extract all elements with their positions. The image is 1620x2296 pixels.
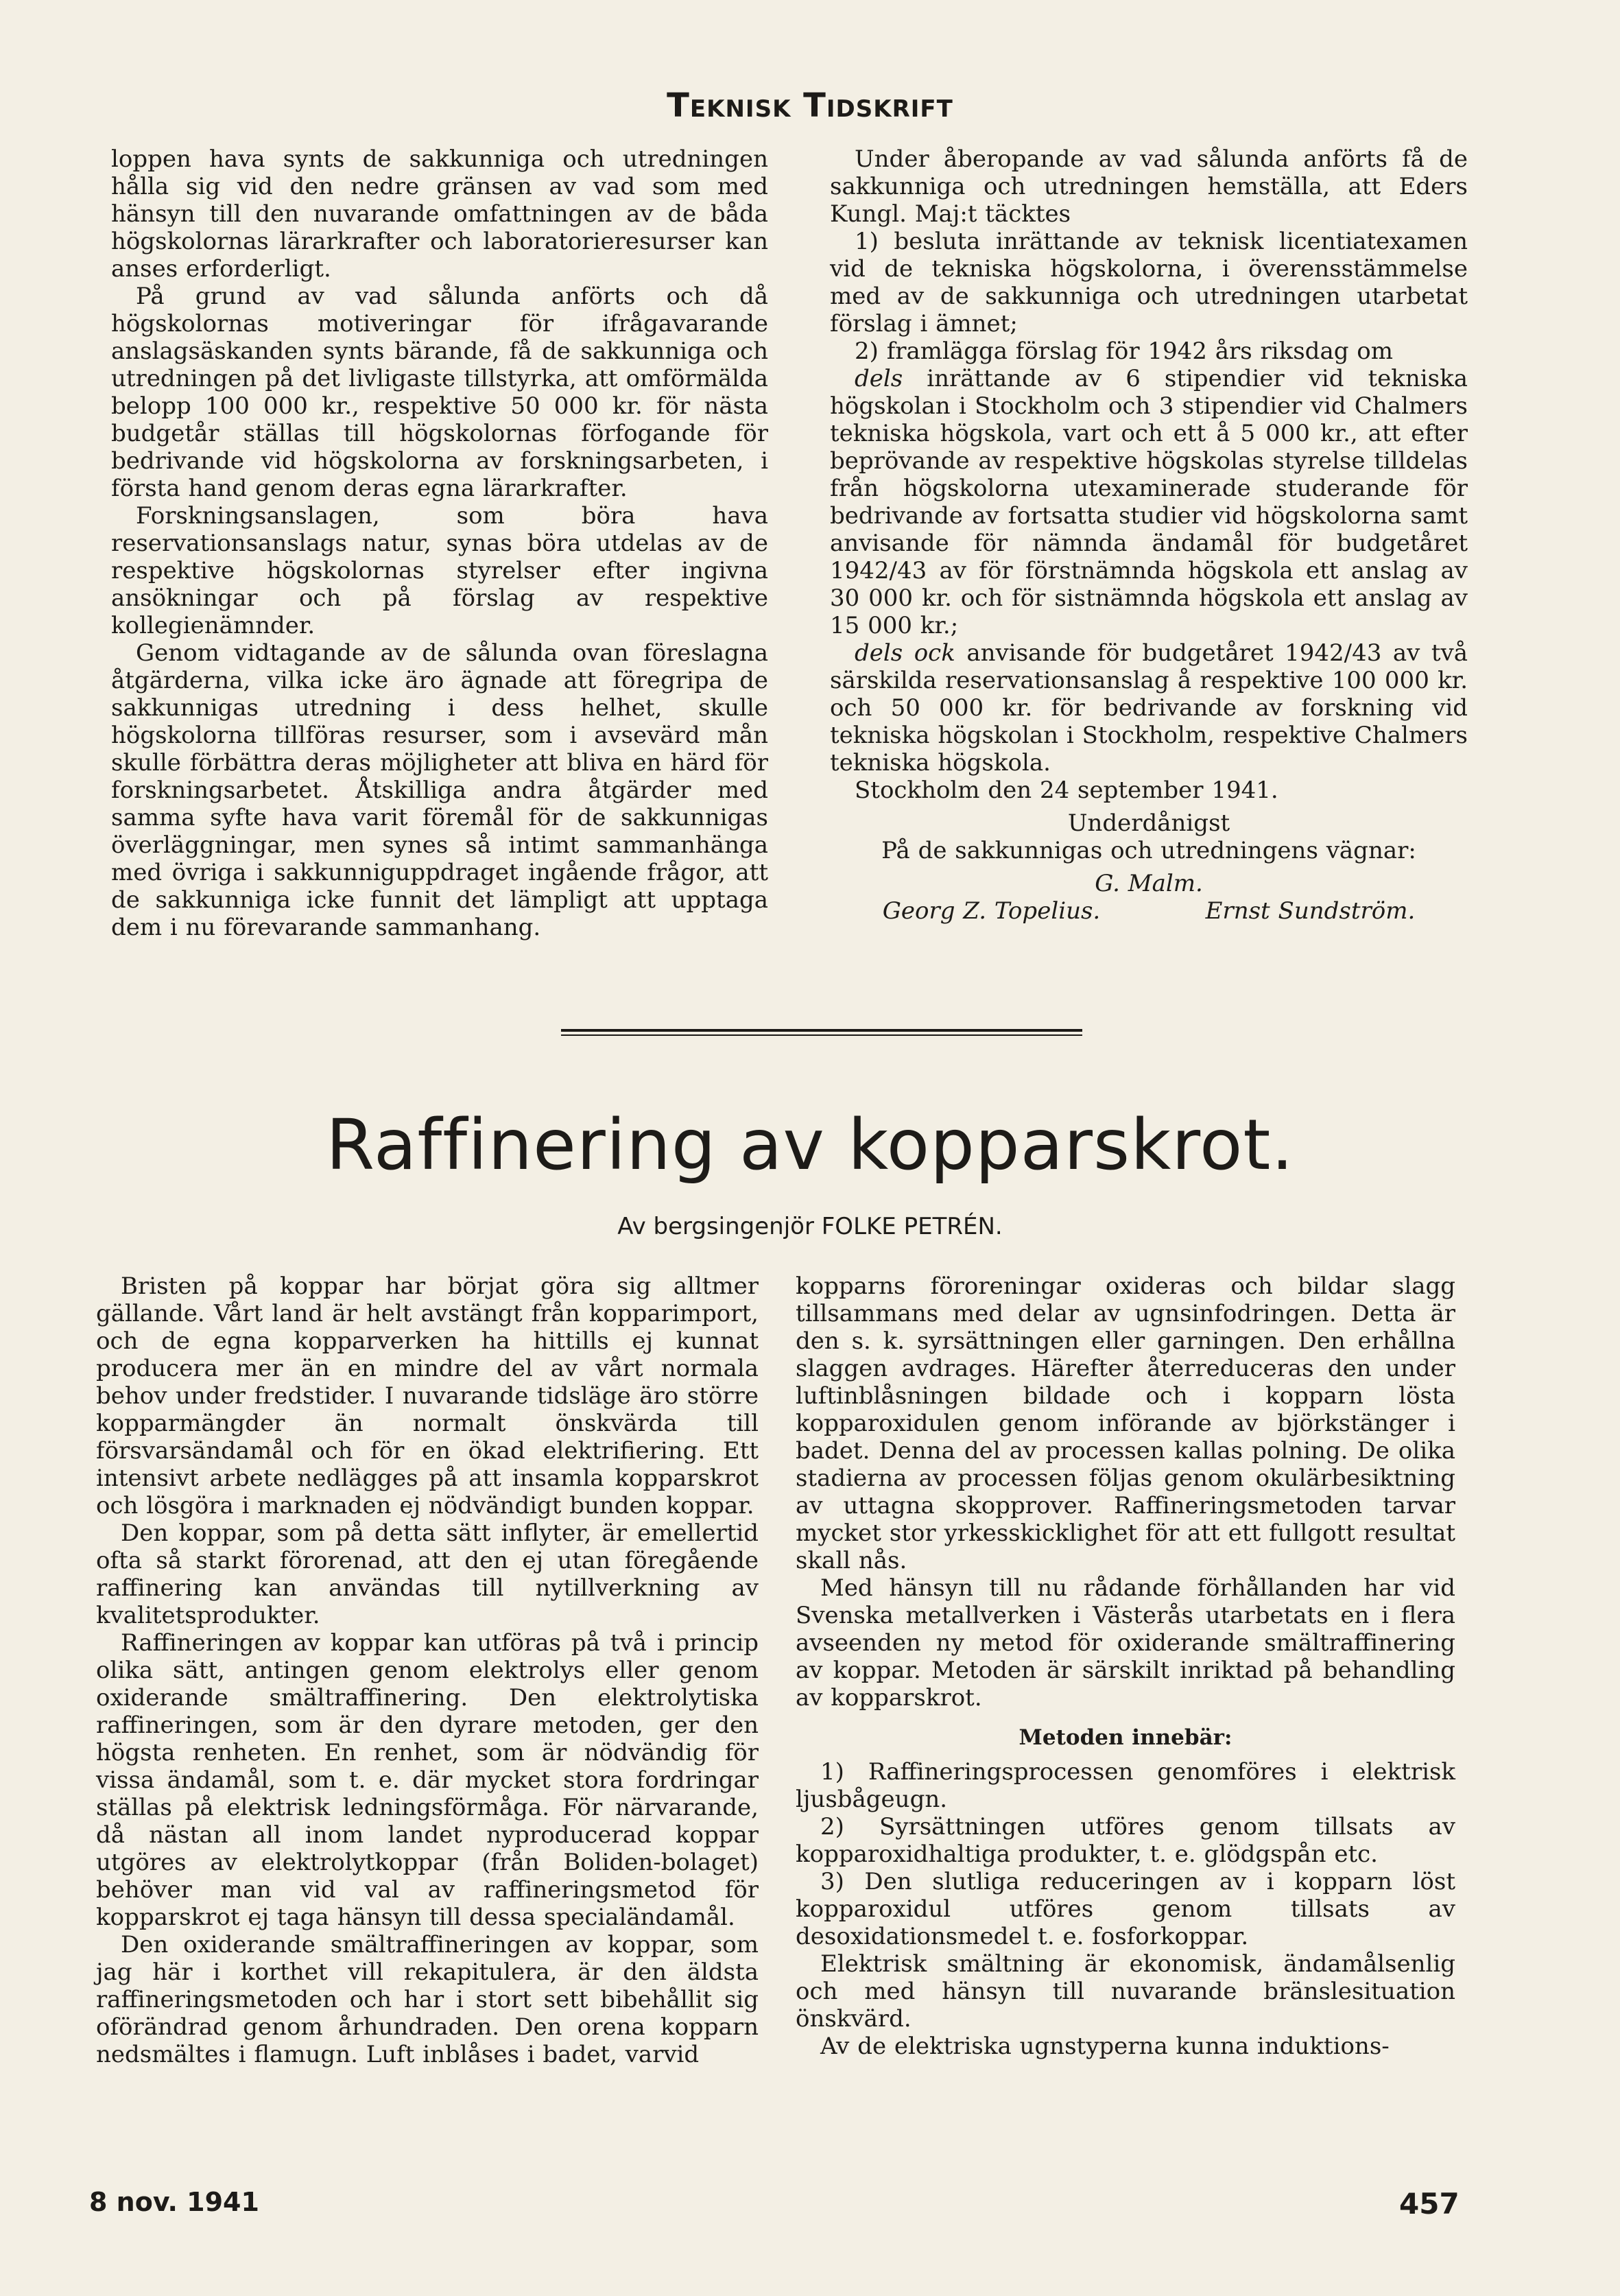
paragraph: Den koppar, som på detta sätt inflyter, är emellertid ofta så starkt förorenad, att den ej utan föregående raffinering kan användas till nytillverkning av kvalitetsprodukter.: [96, 1519, 759, 1629]
list-item: 3) Den slutliga reduceringen av i kopparn löst kopparoxidul utföres genom tillsats av desoxidationsmedel t. e. fosforkoppar.: [796, 1868, 1455, 1950]
paragraph: På grund av vad sålunda anförts och då högskolornas motiveringar för ifrågavarande anslagsäskanden synts bärande, få de sakkunniga och utredningen på det livligaste tillstyrka, att omförmälda belopp 100 000 kr., respektive 50 000 kr. för nästa budgetår ställas till högskolornas förfogande för bedrivande vid högskolorna av forskningsarbeten, i första hand genom deras egna lärarkrafter.: [111, 283, 768, 502]
signature-row: [830, 897, 1468, 925]
paragraph: Elektrisk smältning är ekonomisk, ändamålsenlig och med hänsyn till nuvarande bränslesituation önskvärd.: [796, 1950, 1455, 2033]
section-divider: [561, 1029, 1082, 1036]
paragraph: Bristen på koppar har börjat göra sig alltmer gällande. Vårt land är helt avstängt från kopparimport, och de egna kopparverken ha hittills ej kunnat producera mer än en mindre del av vårt normala behov under fredstider. I nuvarande tidsläge äro större kopparmängder än normalt önskvärda till försvarsändamål och för en ökad elektrifiering. Ett intensivt arbete nedlägges på att insamla kopparskrot och lösgöra i marknaden ej nödvändigt bunden koppar.: [96, 1273, 759, 1519]
paragraph: Under åberopande av vad sålunda anförts få de sakkunniga och utredningen hemställa, att Eders Kungl. Maj:t täcktes: [830, 145, 1468, 228]
closing: Underdånigst: [1067, 809, 1230, 837]
list-item: 1) Raffineringsprocessen genomföres i elektrisk ljusbågeugn.: [796, 1758, 1455, 1813]
signature-malm: G. Malm.: [1095, 870, 1203, 897]
paragraph: Forskningsanslagen, som böra hava reservationsanslags natur, synas böra utdelas av de respektive högskolornas styrelser efter ingivna ansökningar och på förslag av respektive kollegienämnder.: [111, 502, 768, 639]
paragraph: Av de elektriska ugnstyperna kunna induktions-: [820, 2033, 1390, 2060]
article-byline: Av bergsingenjör FOLKE PETRÉN.: [617, 1213, 1003, 1240]
column-bottom-left: [96, 1273, 759, 2068]
signature-sundstrom: Ernst Sundström.: [1205, 897, 1416, 925]
footer-date: 8 nov. 1941: [89, 2187, 259, 2217]
paragraph: 1) besluta inrättande av teknisk licentiatexamen vid de tekniska högskolorna, i överensstämmelse med av de sakkunniga och utredningen utarbetat förslag i ämnet;: [830, 228, 1468, 338]
column-top-left: [111, 145, 768, 941]
paragraph-text: anvisande för budgetåret 1942/43 av två särskilda reservationsanslag å respektive 100 000 kr. och 50 000 kr. för bedrivande av forskning vid tekniska högskolan i Stockholm, respektive Chalmers tekniska högskola.: [830, 639, 1468, 777]
column-top-right: [830, 145, 1468, 925]
paragraph-text: inrättande av 6 stipendier vid tekniska högskolan i Stockholm och 3 stipendier vid Chalmers tekniska högskola, vart och ett å 5 000 kr., att efter beprövande av respektive högskolas styrelse tilldelas från högskolorna utexaminerade studerande för bedrivande av fortsatta studier vid högskolorna samt anvisande för nämnda ändamål för budgetåret 1942/43 av för förstnämnda högskola ett anslag av 30 000 kr. och för sistnämnda högskola ett anslag av 15 000 kr.;: [830, 365, 1468, 639]
article-title: Raffinering av kopparskrot.: [326, 1104, 1294, 1186]
emphasis: dels: [855, 365, 903, 392]
column-bottom-right: [796, 1273, 1455, 2060]
signature-topelius: Georg Z. Topelius.: [882, 897, 1101, 925]
list-item: 2) Syrsättningen utföres genom tillsats av kopparoxidhaltiga produkter, t. e. glödgspån etc.: [796, 1813, 1455, 1868]
journal-header: Teknisk Tidskrift: [667, 86, 953, 125]
paragraph: [830, 639, 1468, 777]
emphasis: dels ock: [855, 639, 955, 667]
paragraph: kopparns föroreningar oxideras och bildar slagg tillsammans med delar av ugnsinfodringen. Detta är den s. k. syrsättningen eller garningen. Den erhållna slaggen avdrages. Härefter återreduceras den under luftinblåsningen bildade och i kopparn lösta kopparoxidulen genom införande av björkstänger i badet. Denna del av processen kallas polning. De olika stadierna av processen följas genom okulärbesiktning av uttagna skopprover. Raffineringsmetoden tarvar mycket stor yrkesskicklighet för att ett fullgott resultat skall nås.: [796, 1273, 1455, 1574]
paragraph: Raffineringen av koppar kan utföras på två i princip olika sätt, antingen genom elektrolys eller genom oxiderande smältraffinering. Den elektrolytiska raffineringen, som är den dyrare metoden, ger den högsta renheten. En renhet, som är nödvändig för vissa ändamål, som t. e. där mycket stora fordringar ställas på elektrisk ledningsförmåga. För närvarande, då nästan all inom landet nyproducerad koppar utgöres av elektrolytkoppar (från Boliden-bolaget) behöver man vid val av raffineringsmetod för kopparskrot ej taga hänsyn till dessa specialändamål.: [96, 1629, 759, 1931]
page-number: 457: [1399, 2187, 1460, 2221]
paragraph: Med hänsyn till nu rådande förhållanden har vid Svenska metallverken i Västerås utarbetats en i flera avseenden ny metod för oxiderande smältraffinering av koppar. Metoden är särskilt inriktad på behandling av kopparskrot.: [796, 1574, 1455, 1712]
paragraph: 2) framlägga förslag för 1942 års riksdag om: [855, 338, 1393, 365]
paragraph: Genom vidtagande av de sålunda ovan föreslagna åtgärderna, vilka icke äro ägnade att föregripa de sakkunnigas utredning i dess helhet, skulle högskolorna tillföras resurser, som i avsevärd mån skulle förbättra deras möjligheter att bliva en härd för forskningsarbetet. Åtskilliga andra åtgärder med samma syfte hava varit föremål för de sakkunnigas överläggningar, men synes så intimt sammanhänga med övriga i sakkunniguppdraget ingående frågor, att de sakkunniga icke funnit det lämpligt att upptaga dem i nu förevarande sammanhang.: [111, 639, 768, 941]
paragraph: Den oxiderande smältraffineringen av koppar, som jag här i korthet vill rekapitulera, är den äldsta raffineringsmetoden och har i stort sett bibehållit sig oförändrad genom århundraden. Den orena kopparn nedsmältes i flamugn. Luft inblåses i badet, varvid: [96, 1931, 759, 2068]
section-heading: Metoden innebär:: [1019, 1725, 1232, 1750]
paragraph: loppen hava synts de sakkunniga och utredningen hålla sig vid den nedre gränsen av vad som med hänsyn till den nuvarande omfattningen av de båda högskolornas lärarkrafter och laboratorieresurser kan anses erforderligt.: [111, 145, 768, 283]
paragraph: [830, 365, 1468, 639]
closing-line: På de sakkunnigas och utredningens vägnar:: [881, 837, 1416, 864]
date-line: Stockholm den 24 september 1941.: [855, 777, 1278, 804]
